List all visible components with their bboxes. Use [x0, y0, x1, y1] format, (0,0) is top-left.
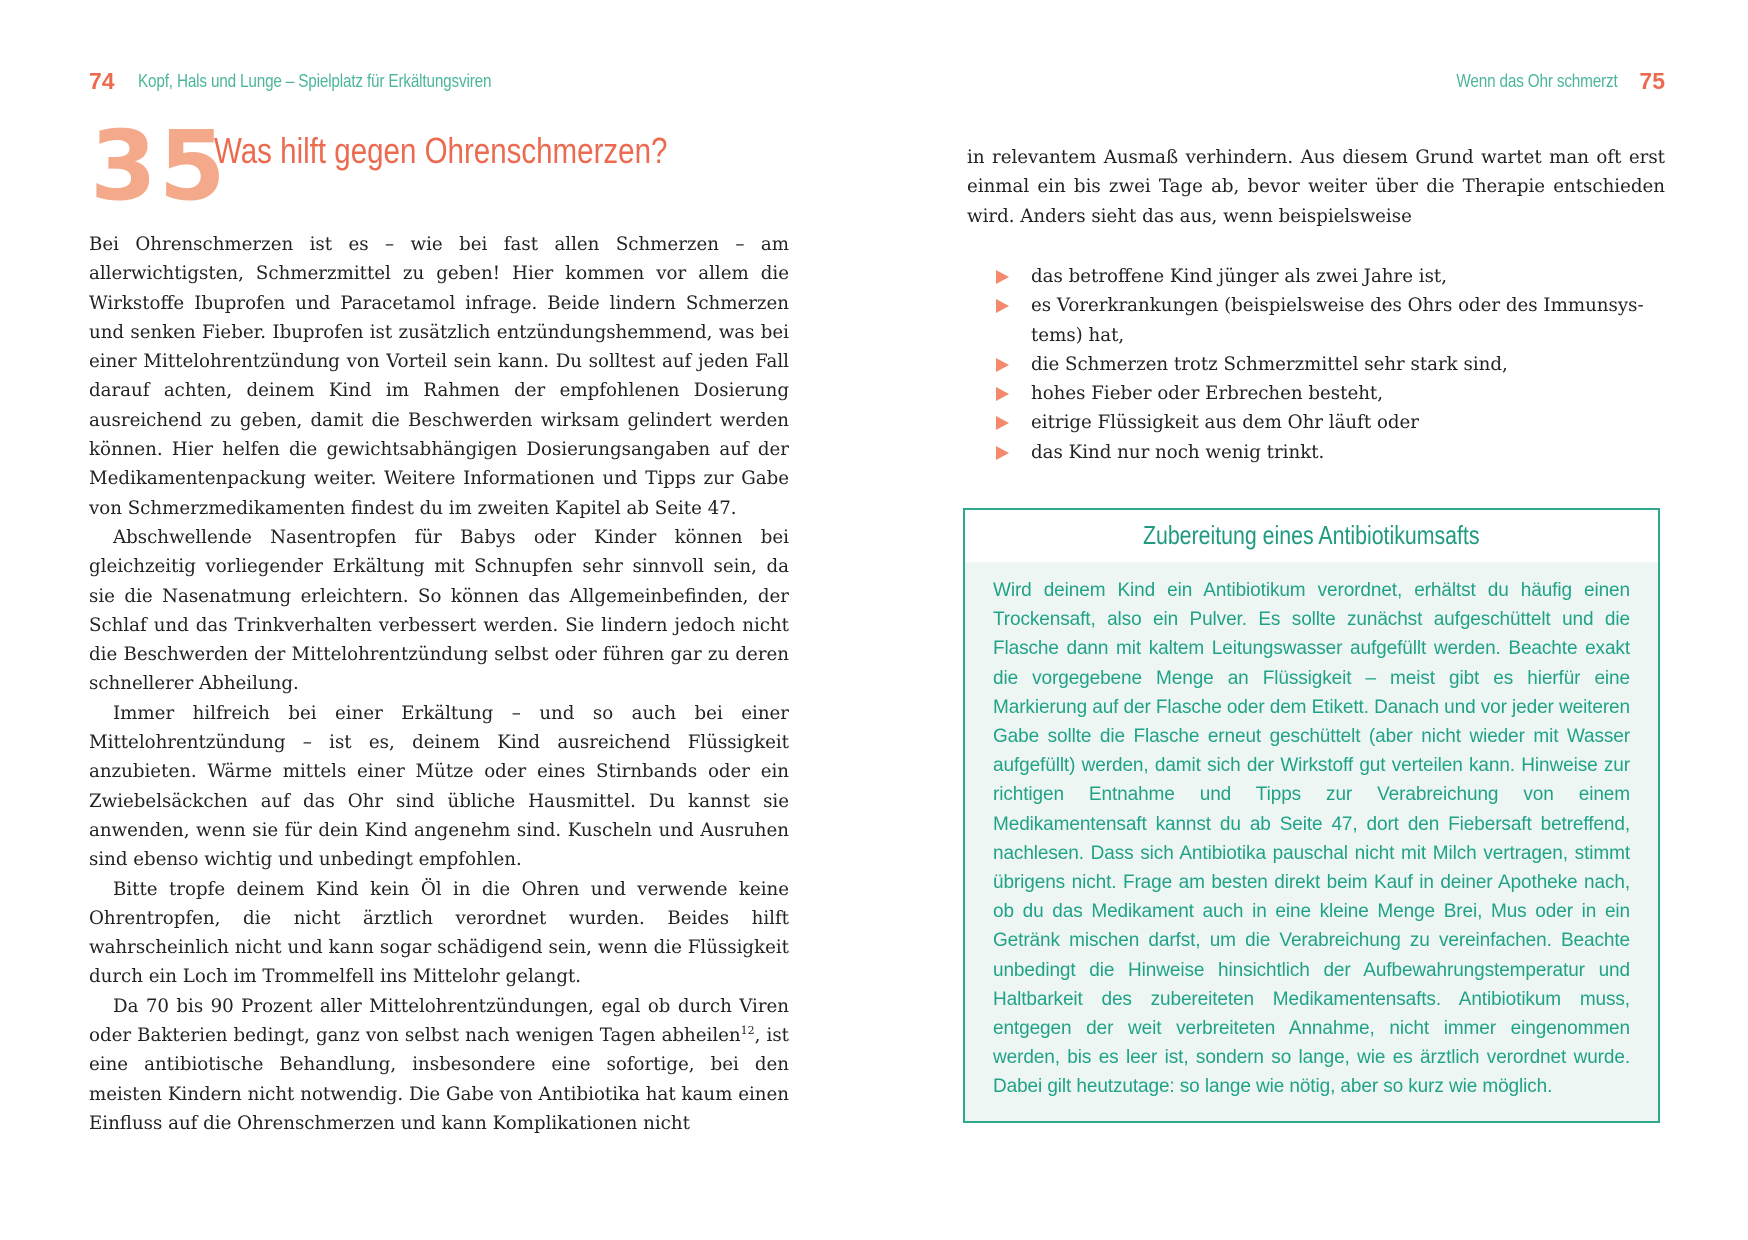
list-item-text: die Schmerzen trotz Schmerzmittel sehr stark sind,: [1031, 353, 1508, 375]
page-number: 74: [89, 68, 115, 94]
triangle-bullet-icon: [996, 270, 1009, 284]
triangle-bullet-icon: [996, 358, 1009, 372]
info-box: [963, 508, 1660, 1123]
footnote-reference[interactable]: 12: [740, 1023, 755, 1037]
paragraph: Abschwellende Nasentropfen für Babys oder Kinder können bei gleichzeitig vorliegender Erkältung mit Schnupfen sehr sinnvoll sein, da sie die Nasenatmung erleichtern. So können das Allgemeinbefinden, der Schlaf und das Trinkverhalten verbessert werden. Sie lindern jedoch nicht die Beschwerden der Mittelohrentzündung selbst oder führen gar zu deren schnellerer Abheilung.: [89, 526, 789, 695]
bullet-list: [967, 262, 1665, 467]
paragraph-text: , ist eine antibiotische Behandlung, insbesondere eine sofortige, bei den meisten Kindern nicht notwendig. Die Gabe von Antibiotika hat kaum einen Einfluss auf die Ohrenschmerzen und kann Komplikationen nicht: [89, 1025, 789, 1134]
body-text: [967, 143, 1665, 231]
info-box-title: Zubereitung eines Antibiotikumsafts: [1143, 520, 1480, 550]
list-item-text: das Kind nur noch wenig trinkt.: [1031, 441, 1325, 463]
list-item: [967, 408, 1665, 437]
list-item-text: es Vorerkrankungen (beispielsweise des Ohrs oder des Immunsystems) hat,: [1031, 295, 1644, 346]
paragraph: Bei Ohrenschmerzen ist es – wie bei fast allen Schmerzen – am allerwichtigsten, Schmerzmittel zu geben! Hier kommen vor allem die Wirkstoffe Ibuprofen und Paracetamol infrage. Beide lindern Schmerzen und senken Fieber. Ibuprofen ist zusätzlich entzündungshemmend, was bei einer Mittelohrentzündung von Vorteil sein kann. Du solltest auf jeden Fall darauf achten, deinem Kind im Rahmen der empfohlenen Dosierung ausreichend zu geben, damit die Beschwerden wirksam gelindert werden können. Hier helfen die gewichtsabhängigen Dosierungsangaben auf der Medikamentenpackung weiter. Weitere Informationen und Tipps zur Gabe von Schmerzmedikamenten findest du im zweiten Kapitel ab Seite 47.: [89, 234, 789, 519]
paragraph: [89, 992, 789, 1138]
paragraph: Bitte tropfe deinem Kind kein Öl in die Ohren und verwende keine Ohrentropfen, die nicht ärztlich verordnet wurden. Beides hilft wahrscheinlich nicht und kann sogar schädigend sein, wenn die Flüssigkeit durch ein Loch im Trommelfell ins Mittelohr gelangt.: [89, 878, 789, 988]
running-head: Wenn das Ohr schmerzt: [1456, 71, 1618, 91]
list-item: [967, 379, 1665, 408]
list-item: [967, 438, 1665, 467]
triangle-bullet-icon: [996, 446, 1009, 460]
running-head: Kopf, Hals und Lunge – Spielplatz für Erkältungsviren: [138, 71, 492, 91]
paragraph: Immer hilfreich bei einer Erkältung – und so auch bei einer Mittelohrentzündung – ist es, deinem Kind ausreichend Flüssigkeit anzubieten. Wärme mittels einer Mütze oder eines Stirnbands oder ein Zwiebelsäckchen auf das Ohr sind übliche Hausmittel. Du kannst sie anwenden, wenn sie für dein Kind angenehm sind. Kuscheln und Ausruhen sind ebenso wichtig und unbedingt empfohlen.: [89, 702, 789, 871]
list-item: [967, 291, 1665, 350]
list-item: [967, 262, 1665, 291]
triangle-bullet-icon: [996, 299, 1009, 313]
triangle-bullet-icon: [996, 416, 1009, 430]
list-item-text: eitrige Flüssigkeit aus dem Ohr läuft oder: [1031, 412, 1420, 434]
chapter-number: 35: [90, 110, 228, 222]
paragraph-text: Da 70 bis 90 Prozent aller Mittelohrentzündungen, egal ob durch Viren oder Bakterien bedingt, ganz von selbst nach wenigen Tagen abheilen: [89, 995, 789, 1047]
page-number: 75: [1639, 68, 1665, 94]
info-box-header: [965, 510, 1658, 562]
paragraph: in relevantem Ausmaß verhindern. Aus diesem Grund wartet man oft erst einmal ein bis zwei Tage ab, bevor weiter über die Therapie entschieden wird. Anders sieht das aus, wenn beispielsweise: [967, 147, 1665, 227]
page-title: Was hilft gegen Ohrenschmerzen?: [214, 130, 668, 171]
triangle-bullet-icon: [996, 387, 1009, 401]
list-item-text: das betroffene Kind jünger als zwei Jahre ist,: [1031, 266, 1448, 287]
info-box-text: Wird deinem Kind ein Antibiotikum verordnet, erhältst du häufig einen Trockensaft, also ein Pulver. Es sollte zunächst aufgeschüttelt und die Flasche dann mit kaltem Leitungswasser aufgefüllt werden. Beachte exakt die vorgegebene Menge an Flüssigkeit – meist gibt es hierfür eine Markierung auf der Flasche oder dem Etikett. Danach und vor jeder weiteren Gabe sollte die Flasche erneut geschüttelt (aber nicht wieder mit Wasser aufgefüllt) werden, damit sich der Wirkstoff gut verteilen kann. Hinweise zur richtigen Entnahme und Tipps zur Verabreichung von einem Medikamentensaft kannst du ab Seite 47, dort den Fiebersaft betreffend, nachlesen. Dass sich Antibiotika pauschal nicht mit Milch vertragen, stimmt übrigens nicht. Frage am besten direkt beim Kauf in deiner Apotheke nach, ob du das Medikament auch in eine kleine Menge Brei, Mus oder in ein Getränk mischen darfst, um die Verabreichung zu vereinfachen. Beachte unbedingt die Hinweise hinsichtlich der Aufbewahrungstemperatur und Haltbarkeit des zubereiteten Medikamentensafts. Antibiotikum muss, entgegen der weit verbreiteten Annahme, nicht immer eingenommen werden, bis es leer ist, sondern so lange, wie es ärztlich verordnet wurde. Dabei gilt heutzutage: so lange wie nötig, aber so kurz wie möglich.: [993, 580, 1630, 1098]
list-item-text: hohes Fieber oder Erbrechen besteht,: [1031, 383, 1384, 405]
body-text: [89, 230, 789, 1138]
right-page: [874, 0, 1748, 1240]
list-item: [967, 350, 1665, 379]
info-box-body: [965, 562, 1658, 1102]
